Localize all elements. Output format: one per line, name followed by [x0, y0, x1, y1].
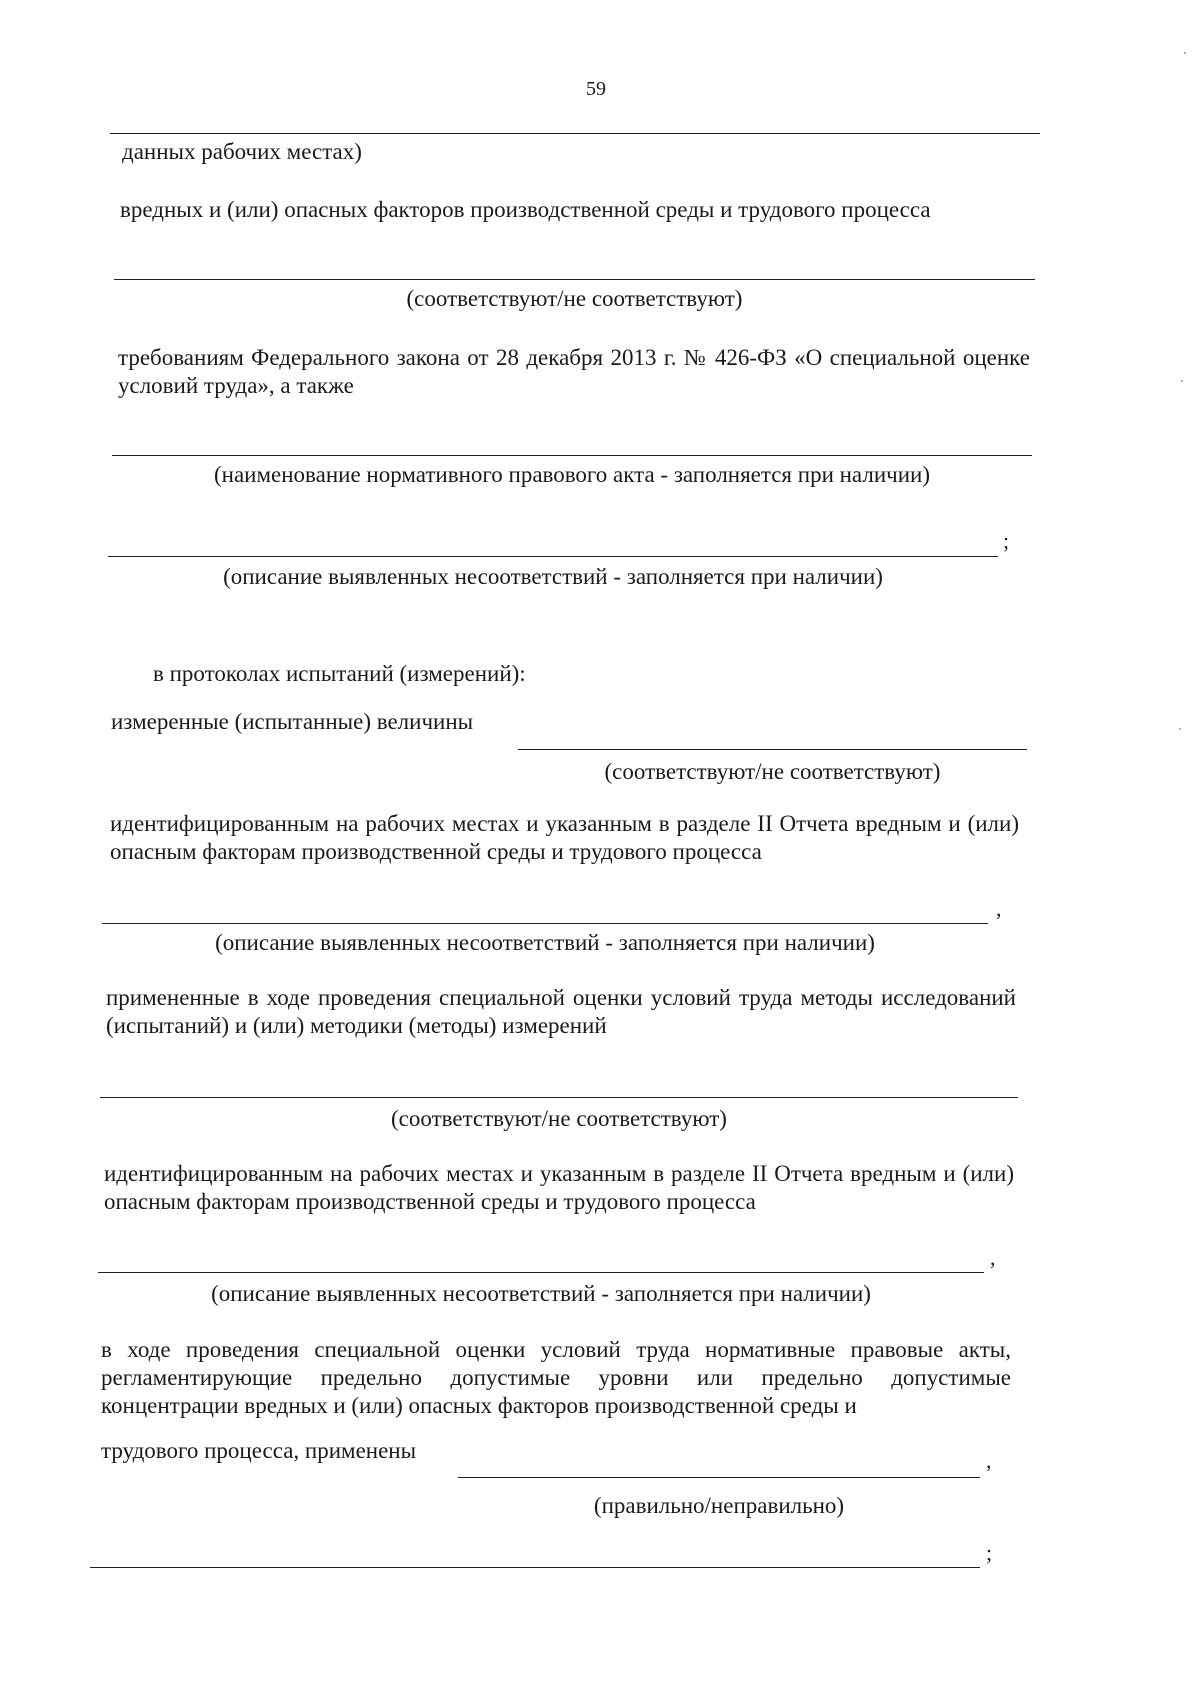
text-harmful-factors: вредных и (или) опасных факторов производственной среды и трудового процесса: [120, 197, 931, 222]
text-identified-factors-1: идентифицированным на рабочих местах и указанным в разделе II Отчета вредным и (или) опасным факторам производственной среды и трудового процесса: [110, 811, 1019, 864]
fill-line-discrepancies-3: [98, 1272, 984, 1273]
text-research-methods: примененные в ходе проведения специальной оценки условий труда методы исследований (испытаний) и (или) методики (методы) измерений: [106, 985, 1016, 1038]
fill-line-normative-act: [112, 455, 1032, 456]
text-workplaces-end: данных рабочих местах): [122, 139, 362, 164]
text-test-protocols: в протоколах испытаний (измерений):: [153, 661, 526, 686]
fill-line-discrepancies-1: [108, 556, 998, 557]
caption-compliance-1: (соответствуют/не соответствуют): [406, 286, 743, 311]
fill-line-compliance-3: [100, 1097, 1018, 1098]
scan-speck: [1181, 380, 1183, 382]
page-number: 59: [586, 78, 606, 100]
scan-speck: [1179, 728, 1181, 730]
text-measured-values: измеренные (испытанные) величины: [111, 709, 474, 734]
rule-top: [110, 133, 1040, 134]
caption-discrepancies-2: (описание выявленных несоответствий - заполняется при наличии): [215, 930, 875, 955]
comma-1: ,: [996, 896, 1002, 921]
fill-line-discrepancies-2: [102, 923, 988, 924]
text-normative-acts-applied: в ходе проведения специальной оценки условий труда нормативные правовые акты, регламентирующие предельно допустимые уровни или предельно допустимые концентрации вредных и (или) опасных факторов производственной среды и: [101, 1337, 1011, 1418]
caption-normative-act: (наименование нормативного правового акта - заполняется при наличии): [214, 462, 930, 487]
fill-line-correctness: [458, 1477, 980, 1478]
text-identified-factors-2: идентифицированным на рабочих местах и указанным в разделе II Отчета вредным и (или) опасным факторам производственной среды и трудового процесса: [104, 1161, 1014, 1214]
text-applied-label: трудового процесса, применены: [101, 1438, 417, 1463]
semicolon-2: ;: [986, 1540, 993, 1565]
fill-line-compliance-2: [518, 749, 1027, 750]
scan-speck: [1184, 52, 1186, 54]
comma-3: ,: [986, 1448, 992, 1473]
fill-line-compliance-1: [114, 279, 1035, 280]
fill-line-final: [90, 1567, 980, 1568]
caption-compliance-2: (соответствуют/не соответствуют): [604, 759, 941, 784]
comma-2: ,: [990, 1245, 996, 1270]
caption-discrepancies-3: (описание выявленных несоответствий - заполняется при наличии): [211, 1281, 871, 1306]
caption-compliance-3: (соответствуют/не соответствуют): [391, 1106, 727, 1131]
caption-discrepancies-1: (описание выявленных несоответствий - заполняется при наличии): [223, 564, 883, 589]
text-federal-law: требованиям Федерального закона от 28 декабря 2013 г. № 426-ФЗ «О специальной оценке условий труда», а также: [118, 345, 1030, 398]
semicolon-1: ;: [1003, 528, 1010, 553]
caption-correctness: (правильно/неправильно): [593, 1493, 845, 1518]
